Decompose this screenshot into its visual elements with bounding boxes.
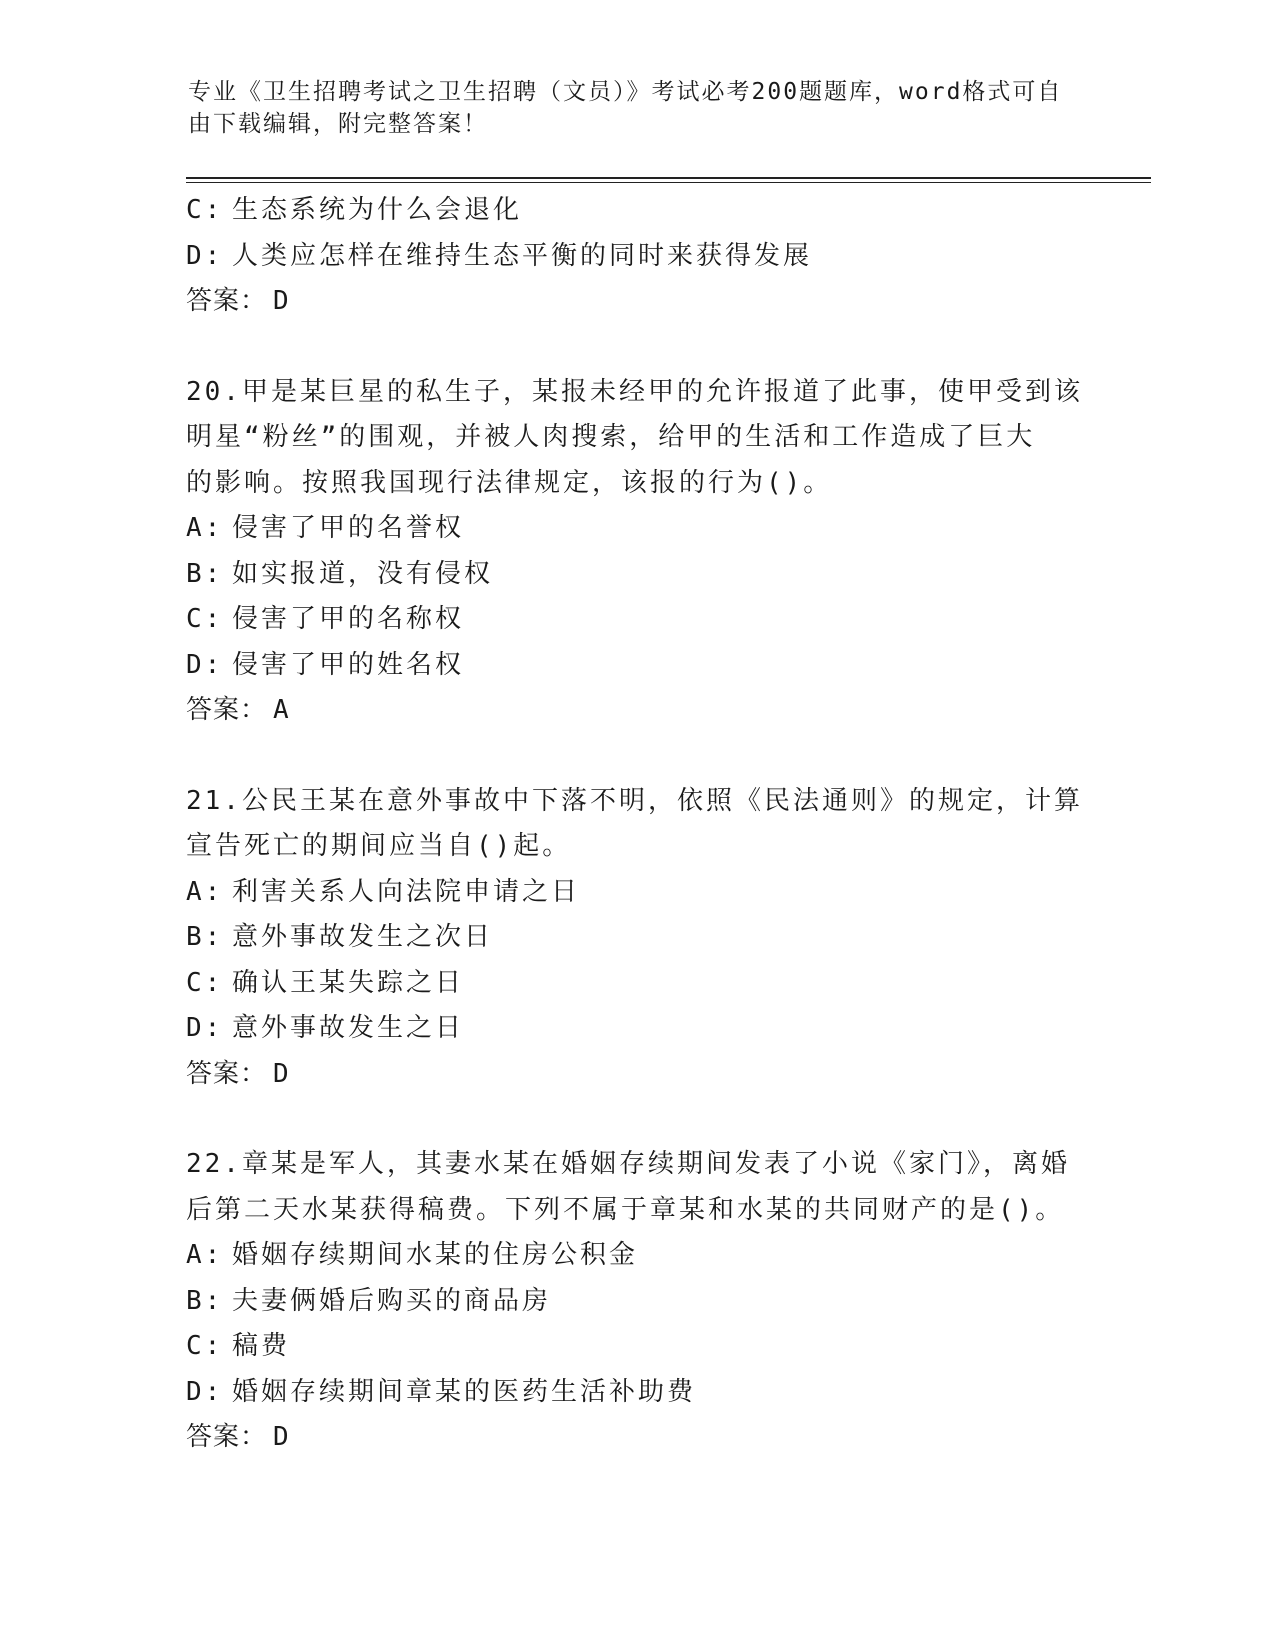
option-c xyxy=(186,597,1086,643)
question-stem-line: 20.甲是某巨星的私生子，某报未经甲的允许报道了此事，使甲受到该 xyxy=(186,376,1083,407)
option-key: D: xyxy=(186,240,224,271)
answer-label: 答案： xyxy=(186,1058,268,1089)
option-key: D: xyxy=(186,1013,224,1043)
answer-label: 答案： xyxy=(186,1422,268,1452)
answer-value: D xyxy=(273,1422,290,1452)
question-stem-line: 22.章某是军人，其妻水某在婚姻存续期间发表了小说《家门》，离婚 xyxy=(186,1149,1070,1179)
answer-label: 答案： xyxy=(186,286,268,316)
option-text: 稿费 xyxy=(232,1331,291,1361)
option-d xyxy=(186,1370,1086,1416)
option-b xyxy=(186,1279,1086,1325)
option-text: 夫妻俩婚后购买的商品房 xyxy=(232,1285,552,1316)
answer-value: D xyxy=(273,286,290,316)
question-continued xyxy=(186,188,1086,325)
option-text: 人类应怎样在维持生态平衡的同时来获得发展 xyxy=(232,240,813,271)
option-text: 婚姻存续期间水某的住房公积金 xyxy=(232,1240,639,1270)
option-b xyxy=(186,915,1086,961)
header-line-1: 专业《卫生招聘考试之卫生招聘（文员）》考试必考200题题库，word格式可自 xyxy=(188,79,1063,105)
question-20 xyxy=(186,370,1086,734)
option-d xyxy=(186,1006,1086,1052)
option-b xyxy=(186,552,1086,598)
option-d xyxy=(186,643,1086,689)
answer-line xyxy=(186,1052,1086,1098)
option-a xyxy=(186,506,1086,552)
document-header xyxy=(188,76,1068,140)
answer-label: 答案： xyxy=(186,695,268,725)
option-key: B: xyxy=(186,922,224,952)
option-text: 确认王某失踪之日 xyxy=(232,967,465,998)
answer-value: D xyxy=(273,1058,290,1089)
option-text: 意外事故发生之次日 xyxy=(232,922,494,952)
question-list xyxy=(186,188,1086,1461)
header-divider-thick xyxy=(186,177,1151,179)
option-c xyxy=(186,188,1086,234)
header-divider-thin xyxy=(186,182,1151,183)
option-key: C: xyxy=(186,1331,224,1361)
option-key: A: xyxy=(186,876,224,907)
option-text: 生态系统为什么会退化 xyxy=(232,195,523,225)
option-text: 侵害了甲的名称权 xyxy=(232,604,465,634)
option-key: B: xyxy=(186,558,224,589)
option-key: A: xyxy=(186,1240,224,1270)
answer-line xyxy=(186,1415,1086,1461)
option-text: 婚姻存续期间章某的医药生活补助费 xyxy=(232,1376,697,1407)
option-key: C: xyxy=(186,195,224,225)
question-22 xyxy=(186,1142,1086,1461)
option-a xyxy=(186,1233,1086,1279)
question-stem-line: 21.公民王某在意外事故中下落不明，依照《民法通则》的规定，计算 xyxy=(186,785,1083,816)
question-21 xyxy=(186,779,1086,1098)
option-c xyxy=(186,961,1086,1007)
option-key: B: xyxy=(186,1285,224,1316)
option-text: 意外事故发生之日 xyxy=(232,1013,465,1043)
option-a xyxy=(186,870,1086,916)
option-text: 侵害了甲的姓名权 xyxy=(232,649,465,680)
question-stem-line: 的影响。按照我国现行法律规定，该报的行为()。 xyxy=(186,467,833,498)
option-text: 侵害了甲的名誉权 xyxy=(232,513,465,543)
option-c xyxy=(186,1324,1086,1370)
option-d xyxy=(186,234,1086,280)
answer-line xyxy=(186,279,1086,325)
option-text: 利害关系人向法院申请之日 xyxy=(232,876,581,907)
question-stem-line: 明星“粉丝”的围观，并被人肉搜索，给甲的生活和工作造成了巨大 xyxy=(186,422,1036,452)
option-key: C: xyxy=(186,604,224,634)
header-line-2: 由下载编辑，附完整答案！ xyxy=(188,111,488,137)
option-key: D: xyxy=(186,649,224,680)
option-key: C: xyxy=(186,967,224,998)
option-text: 如实报道，没有侵权 xyxy=(232,558,494,589)
answer-line xyxy=(186,688,1086,734)
option-key: D: xyxy=(186,1376,224,1407)
question-stem-line: 后第二天水某获得稿费。下列不属于章某和水某的共同财产的是()。 xyxy=(186,1194,1065,1225)
option-key: A: xyxy=(186,513,224,543)
question-stem-line: 宣告死亡的期间应当自()起。 xyxy=(186,831,572,861)
answer-value: A xyxy=(273,695,290,725)
